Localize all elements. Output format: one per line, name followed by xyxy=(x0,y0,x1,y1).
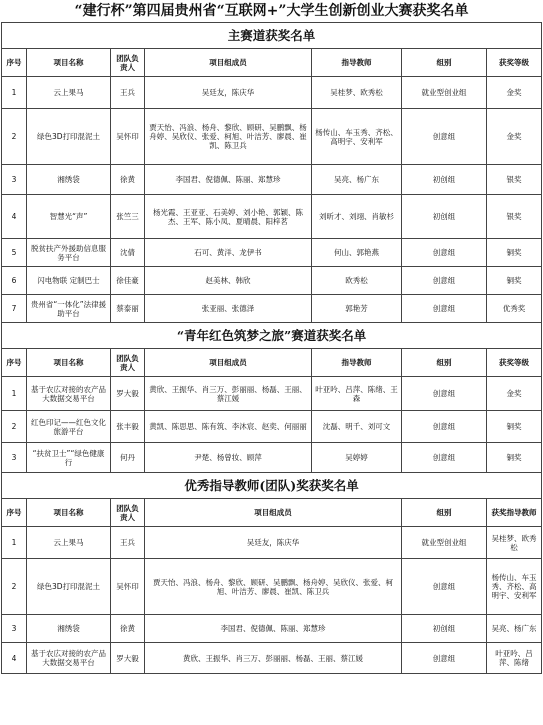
header-members: 项目组成员 xyxy=(145,499,402,527)
cell-teacher: 叶亚吟、吕萍、陈绪、王森 xyxy=(312,377,402,411)
table-row xyxy=(2,527,542,559)
cell-award: 金奖 xyxy=(487,77,542,109)
cell-group: 创意组 xyxy=(402,643,487,674)
cell-group: 初创组 xyxy=(402,195,487,239)
header-group: 组别 xyxy=(402,349,487,377)
cell-project: “扶贫卫士”“绿色健康行 xyxy=(27,443,111,473)
section-title-outstanding-teacher: 优秀指导教师(团队)奖获奖名单 xyxy=(2,473,542,499)
cell-teacher: 吴桂梦、欧秀松 xyxy=(487,527,542,559)
cell-leader: 徐黄 xyxy=(111,165,145,195)
header-group: 组别 xyxy=(402,49,487,77)
section-title-red-dream-track: “青年红色筑梦之旅”赛道获奖名单 xyxy=(2,323,542,349)
cell-no: 2 xyxy=(2,411,27,443)
cell-project: 湘绣袋 xyxy=(27,615,111,643)
cell-no: 1 xyxy=(2,77,27,109)
cell-leader: 王兵 xyxy=(111,527,145,559)
header-members: 项目组成员 xyxy=(145,349,312,377)
table-row xyxy=(2,165,542,195)
table-row xyxy=(2,109,542,165)
table-row xyxy=(2,377,542,411)
header-teacher: 指导教师 xyxy=(312,49,402,77)
cell-group: 创意组 xyxy=(402,109,487,165)
awards-document xyxy=(1,22,541,674)
table-row xyxy=(2,411,542,443)
cell-award: 银奖 xyxy=(487,195,542,239)
cell-group: 创意组 xyxy=(402,559,487,615)
awards-table xyxy=(1,22,542,674)
table-row xyxy=(2,239,542,267)
cell-teacher: 吴桂梦、欧秀松 xyxy=(312,77,402,109)
cell-members: 贾天怡、冯浪、杨舟、黎欣、顾研、吴鹏飘、杨舟婷、吴欣仪、张爱、柯旭、叶洁芳、廖晨、崔凯、陈卫兵 xyxy=(145,559,402,615)
cell-members: 李国君、倪德佩、陈丽、郑慧珍 xyxy=(145,165,312,195)
cell-group: 创意组 xyxy=(402,443,487,473)
table-row xyxy=(2,267,542,295)
cell-teacher: 欧秀松 xyxy=(312,267,402,295)
cell-teacher: 刘昕才、刘翊、肖敏杉 xyxy=(312,195,402,239)
header-no: 序号 xyxy=(2,49,27,77)
header-members: 项目组成员 xyxy=(145,49,312,77)
cell-no: 1 xyxy=(2,377,27,411)
cell-members: 黄凯、陈思思、陈有筑、李沐宸、赵奕、何丽丽 xyxy=(145,411,312,443)
table-row xyxy=(2,77,542,109)
cell-leader: 吴怀印 xyxy=(111,109,145,165)
table-row xyxy=(2,443,542,473)
header-no: 序号 xyxy=(2,349,27,377)
cell-members: 张亚丽、张德泽 xyxy=(145,295,312,323)
cell-members: 李国君、倪德佩、陈丽、郑慧珍 xyxy=(145,615,402,643)
cell-no: 6 xyxy=(2,267,27,295)
cell-project: 基于农広对接的农产品大数据交易平台 xyxy=(27,643,111,674)
cell-project: 贵州省“一体化”法律援助平台 xyxy=(27,295,111,323)
cell-leader: 罗大毅 xyxy=(111,377,145,411)
cell-project: 脱贫扶产外援助信息服务平台 xyxy=(27,239,111,267)
header-teacher: 获奖指导教师 xyxy=(487,499,542,527)
header-award: 获奖等级 xyxy=(487,349,542,377)
cell-leader: 吴怀印 xyxy=(111,559,145,615)
cell-award: 铜奖 xyxy=(487,239,542,267)
cell-group: 初创组 xyxy=(402,615,487,643)
header-leader: 团队负责人 xyxy=(111,349,145,377)
cell-leader: 徐黄 xyxy=(111,615,145,643)
cell-leader: 王兵 xyxy=(111,77,145,109)
cell-leader: 张丰毅 xyxy=(111,411,145,443)
cell-group: 创意组 xyxy=(402,295,487,323)
cell-group: 创意组 xyxy=(402,239,487,267)
cell-award: 银奖 xyxy=(487,165,542,195)
cell-group: 创意组 xyxy=(402,411,487,443)
cell-teacher: 杨传山、车玉秀、齐松、高明宇、安利军 xyxy=(487,559,542,615)
header-project: 项目名称 xyxy=(27,349,111,377)
cell-project: 闪电物联 定制巴士 xyxy=(27,267,111,295)
cell-leader: 沈倩 xyxy=(111,239,145,267)
header-award: 获奖等级 xyxy=(487,49,542,77)
cell-award: 金奖 xyxy=(487,377,542,411)
cell-project: 湘绣袋 xyxy=(27,165,111,195)
cell-no: 2 xyxy=(2,559,27,615)
cell-award: 铜奖 xyxy=(487,411,542,443)
cell-members: 吴廷友，陈庆华 xyxy=(145,77,312,109)
cell-group: 就业型创业组 xyxy=(402,527,487,559)
cell-group: 创意组 xyxy=(402,267,487,295)
cell-no: 4 xyxy=(2,195,27,239)
cell-members: 杨光霞、王亚亚、石美婷、刘小艳、郭颖、陈杰、王军、陈小凤、夏晴晨、阳梓茗 xyxy=(145,195,312,239)
cell-teacher: 何山、郭艳燕 xyxy=(312,239,402,267)
page-title: “建行杯”第四届贵州省“互联网+”大学生创新创业大赛获奖名单 xyxy=(74,3,469,19)
cell-members: 贾天怡、冯浪、杨舟、黎欣、顾研、吴鹏飘、杨舟婷、吴欣仪、张爱、柯旭、叶洁芳、廖晨、崔凯、陈卫兵 xyxy=(145,109,312,165)
cell-project: 基于农広对接的农产品大数据交易平台 xyxy=(27,377,111,411)
header-project: 项目名称 xyxy=(27,49,111,77)
cell-teacher: 吴亮、杨广东 xyxy=(487,615,542,643)
cell-leader: 张竺三 xyxy=(111,195,145,239)
header-teacher: 指导教师 xyxy=(312,349,402,377)
section-title-main-track: 主赛道获奖名单 xyxy=(2,23,542,49)
header-group: 组别 xyxy=(402,499,487,527)
cell-group: 初创组 xyxy=(402,165,487,195)
header-leader: 团队负责人 xyxy=(111,49,145,77)
cell-no: 7 xyxy=(2,295,27,323)
cell-project: 云上果马 xyxy=(27,527,111,559)
cell-group: 就业型创业组 xyxy=(402,77,487,109)
cell-members: 吴廷友，陈庆华 xyxy=(145,527,402,559)
header-leader: 团队负责人 xyxy=(111,499,145,527)
cell-no: 5 xyxy=(2,239,27,267)
cell-no: 3 xyxy=(2,165,27,195)
cell-members: 赵美林、韩欣 xyxy=(145,267,312,295)
cell-award: 铜奖 xyxy=(487,443,542,473)
table-row xyxy=(2,295,542,323)
cell-project: 云上果马 xyxy=(27,77,111,109)
cell-project: 绿色3D打印混泥土 xyxy=(27,559,111,615)
cell-members: 黄欣、王振华、肖三万、彭丽丽、杨磊、王丽、蔡江媛 xyxy=(145,643,402,674)
cell-award: 铜奖 xyxy=(487,267,542,295)
cell-leader: 何丹 xyxy=(111,443,145,473)
table-row xyxy=(2,559,542,615)
header-project: 项目名称 xyxy=(27,499,111,527)
cell-project: 绿色3D打印混泥土 xyxy=(27,109,111,165)
cell-award: 金奖 xyxy=(487,109,542,165)
cell-teacher: 沈磊、明千、刘可文 xyxy=(312,411,402,443)
cell-leader: 徐佳豪 xyxy=(111,267,145,295)
cell-members: 尹楚、杨曾妆、顾萍 xyxy=(145,443,312,473)
cell-members: 石可、黄洋、龙伊书 xyxy=(145,239,312,267)
cell-leader: 蔡泰丽 xyxy=(111,295,145,323)
cell-project: 智慧光“声” xyxy=(27,195,111,239)
table-row xyxy=(2,195,542,239)
header-no: 序号 xyxy=(2,499,27,527)
cell-no: 3 xyxy=(2,443,27,473)
cell-teacher: 吴婷婷 xyxy=(312,443,402,473)
cell-project: 红色印记——红色文化旅游平台 xyxy=(27,411,111,443)
table-row xyxy=(2,643,542,674)
cell-no: 4 xyxy=(2,643,27,674)
cell-no: 1 xyxy=(2,527,27,559)
cell-members: 黄欣、王振华、肖三万、彭丽丽、杨磊、王丽、蔡江媛 xyxy=(145,377,312,411)
cell-teacher: 郭艳芳 xyxy=(312,295,402,323)
cell-group: 创意组 xyxy=(402,377,487,411)
cell-award: 优秀奖 xyxy=(487,295,542,323)
cell-no: 3 xyxy=(2,615,27,643)
cell-teacher: 吴亮、杨广东 xyxy=(312,165,402,195)
cell-no: 2 xyxy=(2,109,27,165)
cell-leader: 罗大毅 xyxy=(111,643,145,674)
cell-teacher: 叶亚吟、吕萍、陈绪 xyxy=(487,643,542,674)
table-row xyxy=(2,615,542,643)
cell-teacher: 杨传山、车玉秀、齐松、高明宇、安利军 xyxy=(312,109,402,165)
